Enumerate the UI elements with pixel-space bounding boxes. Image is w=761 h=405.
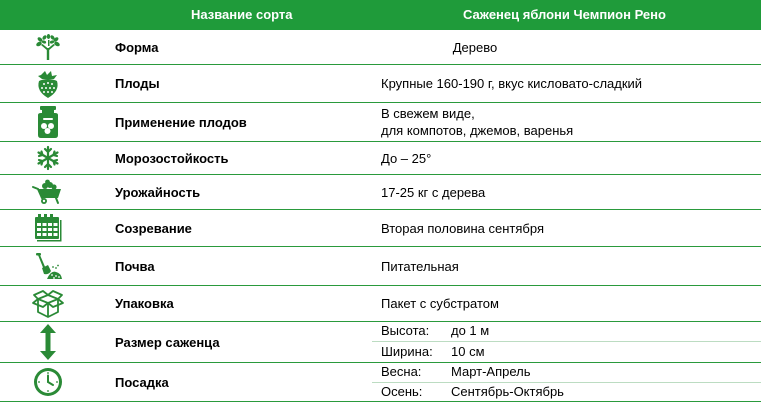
size-height-key: Высота: [381, 323, 430, 338]
calendar-icon [0, 210, 96, 246]
table-row-frost [0, 142, 761, 175]
row-label: Форма [115, 40, 159, 55]
shovel-icon [0, 247, 96, 285]
planting-autumn-value: Сентябрь-Октябрь [451, 384, 564, 399]
size-height-value: до 1 м [451, 323, 490, 338]
jar-icon [0, 103, 96, 141]
table-row-planting [0, 363, 761, 402]
row-value: Питательная [381, 258, 459, 274]
row-value: Пакет с субстратом [381, 296, 499, 311]
header-product-name: Саженец яблони Чемпион Рено [463, 7, 666, 22]
row-value: Дерево [452, 40, 498, 55]
row-label: Урожайность [115, 184, 201, 200]
table-row-package [0, 286, 761, 322]
table-row-yield [0, 175, 761, 210]
size-width-value: 10 см [451, 344, 485, 359]
box-icon [0, 286, 96, 321]
row-label: Плоды [115, 76, 160, 91]
row-value: До – 25° [381, 150, 432, 166]
table-row-fruits [0, 65, 761, 103]
table-row-usage [0, 103, 761, 142]
table-row-ripening [0, 210, 761, 247]
size-height-row [372, 322, 761, 342]
table-row-soil [0, 247, 761, 286]
table-row-size [0, 322, 761, 363]
row-value [381, 103, 573, 141]
usage-line-1: В свежем виде, [381, 106, 475, 121]
row-label: Применение плодов [115, 114, 247, 130]
snowflake-icon [0, 142, 96, 174]
vertical-arrows-icon [0, 322, 96, 362]
row-label: Посадка [115, 374, 169, 390]
row-label: Размер саженца [115, 334, 220, 350]
row-label: Созревание [115, 220, 192, 236]
row-value: 17-25 кг с дерева [381, 184, 486, 200]
size-width-key: Ширина: [381, 344, 433, 359]
table-header [0, 0, 761, 30]
table-row-form [0, 31, 761, 65]
row-label: Морозостойкость [115, 150, 229, 166]
row-value: Вторая половина сентября [381, 220, 544, 236]
fruit-icon [0, 65, 96, 102]
size-width-row [372, 342, 761, 362]
wheelbarrow-icon [0, 175, 96, 209]
planting-spring-row [372, 363, 761, 383]
planting-spring-value: Март-Апрель [451, 364, 531, 379]
row-label: Почва [115, 258, 155, 274]
header-variety-name: Название сорта [191, 7, 293, 22]
usage-line-2: для компотов, джемов, варенья [381, 123, 574, 138]
clock-icon [0, 363, 96, 401]
row-label: Упаковка [115, 296, 174, 311]
planting-autumn-key: Осень: [381, 384, 423, 399]
planting-spring-key: Весна: [381, 364, 422, 379]
row-value: Крупные 160-190 г, вкус кисловато-сладкий [381, 76, 643, 91]
planting-autumn-row [372, 383, 761, 401]
